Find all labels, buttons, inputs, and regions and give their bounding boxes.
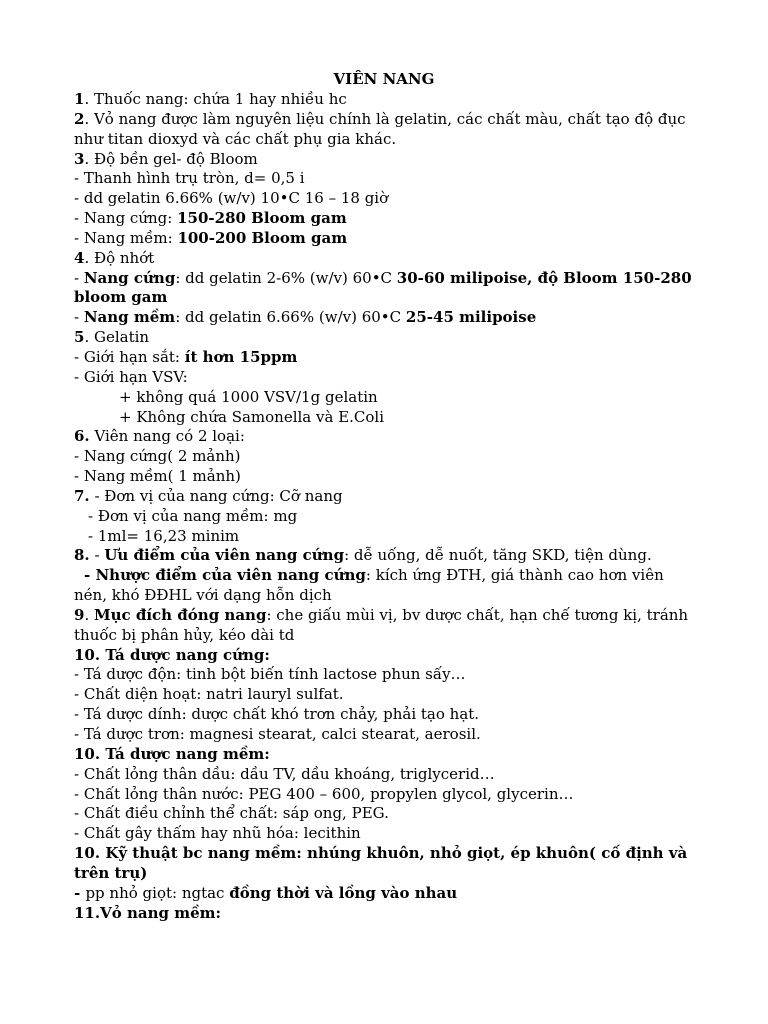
text-line: [74, 824, 714, 844]
text-segment: .: [84, 605, 94, 624]
text-segment: - Chất lỏng thân nước: PEG 400 – 600, propylen glycol, glycerin…: [74, 784, 574, 803]
bold-text: đồng thời và lồng vào nhau: [229, 883, 458, 902]
bold-text: 10. Kỹ thuật bc nang mềm: nhúng khuôn, nhỏ giọt, ép khuôn( cố định và: [74, 844, 688, 863]
text-line: [74, 447, 714, 467]
bold-text: 1: [74, 90, 85, 108]
bold-text: Mục đích đóng nang: [93, 605, 267, 624]
text-line: [74, 110, 714, 130]
text-segment: - Chất điều chỉnh thể chất: sáp ong, PEG.: [74, 804, 389, 823]
text-segment: pp nhỏ giọt: ngtac: [85, 883, 230, 902]
text-line: [74, 765, 714, 785]
text-segment: - Tá dược dính: dược chất khó trơn chảy, phải tạo hạt.: [74, 705, 480, 724]
bold-text: 8.: [74, 546, 90, 565]
text-segment: - Tá dược độn: tinh bột biến tính lactose phun sấy…: [74, 665, 466, 684]
bold-text: -: [74, 883, 86, 902]
bold-text: 11.Vỏ nang mềm:: [74, 903, 222, 922]
text-line: [74, 606, 714, 626]
bold-text: 10. Tá dược nang cứng:: [74, 645, 270, 664]
bold-text: 25-45 milipoise: [405, 308, 537, 327]
text-line: [74, 288, 714, 308]
text-segment: - 1ml= 16,23 minim: [88, 526, 240, 545]
text-line: [74, 665, 714, 685]
text-line: [74, 507, 714, 527]
text-segment: - Nang mềm( 1 mảnh): [74, 467, 241, 486]
text-line: [74, 844, 714, 864]
text-line: [74, 90, 714, 110]
text-segment: . Độ bền gel- độ Bloom: [84, 149, 258, 168]
text-line: [74, 527, 714, 547]
text-segment: - Đơn vị của nang cứng: Cỡ nang: [89, 486, 343, 505]
text-segment: . Thuốc nang: chứa 1 hay nhiều hc: [84, 90, 347, 108]
text-segment: : che giấu mùi vị, bv dược chất, hạn chế tương kị, tránh: [266, 605, 689, 624]
text-line: [74, 546, 714, 566]
text-line: [74, 308, 714, 328]
bold-text: bloom gam: [74, 288, 168, 307]
text-line: [74, 725, 714, 745]
text-segment: + Không chứa Samonella và E.Coli: [119, 407, 385, 426]
bold-text: trên trụ): [74, 863, 148, 882]
text-line: [74, 487, 714, 507]
text-segment: - Đơn vị của nang mềm: mg: [88, 506, 298, 525]
bold-text: Ưu điểm của viên nang cứng: [104, 546, 345, 565]
text-line: [74, 884, 714, 904]
text-segment: - dd gelatin 6.66% (w/v) 10•C 16 – 18 giờ: [74, 189, 389, 208]
text-line: [74, 745, 714, 765]
bold-text: 6.: [74, 427, 90, 446]
text-segment: - Chất diện hoạt: natri lauryl sulfat.: [74, 685, 344, 704]
bold-text: ít hơn 15ppm: [184, 347, 298, 366]
bold-text: 2: [74, 109, 85, 128]
text-line: [74, 864, 714, 884]
document-body: [74, 90, 714, 923]
text-line: [74, 566, 714, 586]
text-segment: - Tá dược trơn: magnesi stearat, calci stearat, aerosil.: [74, 725, 481, 743]
text-segment: -: [74, 268, 84, 287]
text-segment: - Giới hạn sắt:: [74, 347, 185, 366]
text-line: [74, 348, 714, 368]
text-segment: - Giới hạn VSV:: [74, 367, 188, 386]
text-segment: thuốc bị phân hủy, kéo dài td: [74, 625, 295, 644]
text-line: [74, 586, 714, 606]
text-line: [74, 249, 714, 269]
text-segment: - Chất lỏng thân dầu: dầu TV, dầu khoáng, triglycerid…: [74, 764, 495, 783]
text-line: [74, 804, 714, 824]
text-segment: - Nang cứng( 2 mảnh): [74, 447, 241, 466]
bold-text: 30-60 milipoise, độ Bloom 150-280: [396, 268, 692, 287]
text-line: [74, 427, 714, 447]
text-line: [74, 785, 714, 805]
text-segment: + không quá 1000 VSV/1g gelatin: [119, 387, 378, 406]
text-segment: : dễ uống, dễ nuốt, tăng SKD, tiện dùng.: [344, 546, 652, 565]
text-line: [74, 229, 714, 249]
text-segment: - Chất gây thấm hay nhũ hóa: lecithin: [74, 824, 361, 843]
bold-text: 10. Tá dược nang mềm:: [74, 744, 270, 763]
text-segment: . Độ nhớt: [84, 248, 155, 267]
text-line: [74, 150, 714, 170]
text-line: [74, 189, 714, 209]
bold-text: 4: [74, 248, 85, 267]
text-segment: - Nang mềm:: [74, 228, 178, 247]
text-line: [74, 626, 714, 646]
text-line: [74, 269, 714, 289]
text-segment: . Vỏ nang được làm nguyên liệu chính là gelatin, các chất màu, chất tạo độ đục: [84, 109, 686, 128]
text-segment: : dd gelatin 2-6% (w/v) 60•C: [175, 268, 397, 287]
text-segment: -: [74, 308, 84, 327]
document-title: VIÊN NANG: [333, 70, 435, 88]
bold-text: 9: [74, 605, 85, 624]
text-segment: như titan dioxyd và các chất phụ gia khác.: [74, 129, 397, 148]
text-segment: -: [89, 546, 105, 565]
text-line: [74, 209, 714, 229]
text-segment: : kích ứng ĐTH, giá thành cao hơn viên: [365, 566, 664, 585]
text-line: [74, 705, 714, 725]
text-segment: nén, khó ĐĐHL với dạng hỗn dịch: [74, 586, 332, 605]
text-line: [74, 685, 714, 705]
bold-text: 150-280 Bloom gam: [177, 209, 347, 228]
text-line: [74, 408, 714, 428]
bold-text: 3: [74, 149, 85, 168]
text-line: [74, 368, 714, 388]
bold-text: 7.: [74, 486, 90, 505]
bold-text: Nang mềm: [83, 308, 176, 327]
bold-text: Nang cứng: [83, 268, 176, 287]
text-line: [74, 904, 714, 924]
text-line: [74, 388, 714, 408]
text-line: [74, 130, 714, 150]
text-segment: . Gelatin: [84, 328, 150, 347]
bold-text: - Nhược điểm của viên nang cứng: [84, 566, 366, 585]
text-segment: - Nang cứng:: [74, 209, 178, 228]
text-segment: : dd gelatin 6.66% (w/v) 60•C: [175, 308, 406, 327]
text-segment: - Thanh hình trụ tròn, d= 0,5 i: [74, 169, 305, 188]
bold-text: 5: [74, 328, 85, 347]
text-line: [74, 646, 714, 666]
bold-text: 100-200 Bloom gam: [177, 228, 348, 247]
text-line: [74, 328, 714, 348]
text-segment: Viên nang có 2 loại:: [89, 427, 245, 446]
text-line: [74, 467, 714, 487]
text-line: [74, 169, 714, 189]
